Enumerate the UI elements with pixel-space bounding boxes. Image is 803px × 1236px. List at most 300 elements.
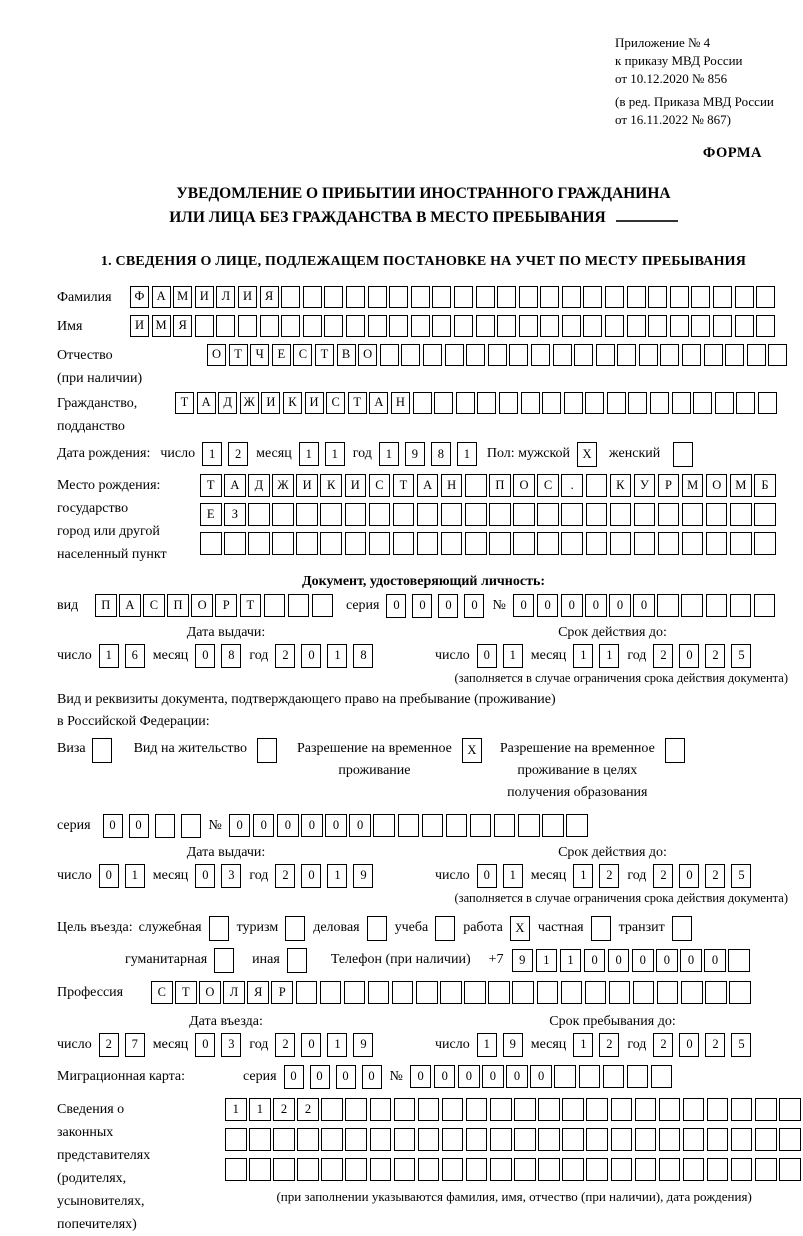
citizenship-field[interactable] bbox=[175, 392, 780, 414]
char-box[interactable] bbox=[542, 814, 564, 837]
char-box[interactable] bbox=[693, 392, 712, 414]
char-box[interactable]: С bbox=[143, 594, 165, 617]
char-box[interactable] bbox=[554, 1065, 576, 1088]
char-box[interactable]: 0 bbox=[301, 814, 323, 837]
char-box[interactable] bbox=[586, 503, 608, 526]
char-box[interactable] bbox=[672, 916, 692, 941]
id-doc-type-field[interactable] bbox=[95, 594, 336, 617]
char-box[interactable]: 0 bbox=[482, 1065, 504, 1088]
char-box[interactable] bbox=[297, 1158, 319, 1181]
id-issue-year[interactable] bbox=[275, 644, 379, 668]
char-box[interactable] bbox=[272, 532, 294, 555]
char-box[interactable] bbox=[257, 738, 277, 763]
char-box[interactable]: А bbox=[152, 286, 171, 308]
char-box[interactable]: Т bbox=[348, 392, 367, 414]
char-box[interactable]: . bbox=[561, 474, 583, 497]
char-box[interactable] bbox=[540, 286, 559, 308]
char-box[interactable]: 0 bbox=[632, 949, 654, 972]
char-box[interactable] bbox=[531, 344, 550, 366]
char-box[interactable] bbox=[370, 1128, 392, 1151]
purpose-work-checkbox[interactable] bbox=[510, 916, 530, 941]
char-box[interactable]: С bbox=[151, 981, 173, 1004]
profession-field[interactable] bbox=[151, 981, 753, 1004]
char-box[interactable] bbox=[514, 1098, 536, 1121]
char-box[interactable]: И bbox=[296, 474, 318, 497]
char-box[interactable] bbox=[296, 503, 318, 526]
char-box[interactable]: Р bbox=[215, 594, 237, 617]
char-box[interactable] bbox=[704, 344, 723, 366]
char-box[interactable]: А bbox=[119, 594, 141, 617]
char-box[interactable] bbox=[596, 344, 615, 366]
char-box[interactable] bbox=[273, 1158, 295, 1181]
char-box[interactable]: 3 bbox=[221, 864, 241, 888]
char-box[interactable] bbox=[648, 315, 667, 337]
char-box[interactable] bbox=[705, 981, 727, 1004]
char-box[interactable] bbox=[260, 315, 279, 337]
char-box[interactable]: М bbox=[152, 315, 171, 337]
char-box[interactable] bbox=[181, 814, 201, 838]
char-box[interactable] bbox=[324, 315, 343, 337]
char-box[interactable]: 9 bbox=[512, 949, 534, 972]
char-box[interactable]: 0 bbox=[349, 814, 371, 837]
char-box[interactable] bbox=[456, 392, 475, 414]
char-box[interactable]: 5 bbox=[731, 864, 751, 888]
char-box[interactable]: 0 bbox=[477, 864, 497, 888]
char-box[interactable] bbox=[465, 532, 487, 555]
char-box[interactable] bbox=[617, 344, 636, 366]
char-box[interactable]: 0 bbox=[301, 864, 321, 888]
char-box[interactable]: К bbox=[610, 474, 632, 497]
char-box[interactable] bbox=[442, 1098, 464, 1121]
char-box[interactable] bbox=[440, 981, 462, 1004]
char-box[interactable] bbox=[264, 594, 286, 617]
char-box[interactable] bbox=[490, 1128, 512, 1151]
char-box[interactable] bbox=[730, 503, 752, 526]
purpose-official-checkbox[interactable] bbox=[209, 916, 229, 941]
char-box[interactable] bbox=[345, 1128, 367, 1151]
name-field[interactable] bbox=[130, 315, 778, 337]
char-box[interactable] bbox=[225, 1128, 247, 1151]
char-box[interactable] bbox=[489, 532, 511, 555]
stay-doc-number-field[interactable] bbox=[229, 814, 590, 837]
birth-place-row3[interactable] bbox=[200, 532, 778, 555]
char-box[interactable] bbox=[754, 503, 776, 526]
char-box[interactable] bbox=[715, 392, 734, 414]
char-box[interactable] bbox=[454, 286, 473, 308]
char-box[interactable] bbox=[691, 286, 710, 308]
char-box[interactable] bbox=[731, 1128, 753, 1151]
char-box[interactable] bbox=[214, 948, 234, 973]
char-box[interactable]: 0 bbox=[301, 644, 321, 668]
char-box[interactable] bbox=[394, 1128, 416, 1151]
char-box[interactable]: М bbox=[173, 286, 192, 308]
char-box[interactable]: К bbox=[283, 392, 302, 414]
char-box[interactable] bbox=[464, 981, 486, 1004]
id-issue-month[interactable] bbox=[195, 644, 247, 668]
purpose-study-checkbox[interactable] bbox=[435, 916, 455, 941]
char-box[interactable]: 1 bbox=[599, 644, 619, 668]
char-box[interactable]: 0 bbox=[434, 1065, 456, 1088]
char-box[interactable]: Я bbox=[173, 315, 192, 337]
char-box[interactable] bbox=[628, 392, 647, 414]
char-box[interactable]: 0 bbox=[584, 949, 606, 972]
char-box[interactable]: 2 bbox=[275, 864, 295, 888]
char-box[interactable]: 9 bbox=[353, 1033, 373, 1057]
char-box[interactable]: 2 bbox=[297, 1098, 319, 1121]
char-box[interactable] bbox=[273, 1128, 295, 1151]
char-box[interactable]: 1 bbox=[225, 1098, 247, 1121]
char-box[interactable]: 0 bbox=[561, 594, 583, 617]
sex-male-checkbox[interactable] bbox=[577, 442, 597, 467]
char-box[interactable] bbox=[658, 532, 680, 555]
char-box[interactable] bbox=[320, 503, 342, 526]
char-box[interactable] bbox=[603, 1065, 625, 1088]
char-box[interactable]: Л bbox=[223, 981, 245, 1004]
char-box[interactable]: 0 bbox=[656, 949, 678, 972]
char-box[interactable]: О bbox=[207, 344, 226, 366]
char-box[interactable] bbox=[380, 344, 399, 366]
char-box[interactable] bbox=[466, 344, 485, 366]
char-box[interactable] bbox=[488, 981, 510, 1004]
char-box[interactable] bbox=[562, 1128, 584, 1151]
stay-valid-year[interactable] bbox=[653, 864, 757, 888]
char-box[interactable]: И bbox=[130, 315, 149, 337]
char-box[interactable] bbox=[368, 981, 390, 1004]
char-box[interactable]: Е bbox=[200, 503, 222, 526]
char-box[interactable]: У bbox=[634, 474, 656, 497]
char-box[interactable]: 5 bbox=[731, 1033, 751, 1057]
char-box[interactable] bbox=[611, 1128, 633, 1151]
char-box[interactable] bbox=[648, 286, 667, 308]
char-box[interactable]: 0 bbox=[608, 949, 630, 972]
char-box[interactable] bbox=[670, 315, 689, 337]
char-box[interactable] bbox=[216, 315, 235, 337]
char-box[interactable]: 0 bbox=[679, 864, 699, 888]
char-box[interactable] bbox=[635, 1098, 657, 1121]
stay-until-month[interactable] bbox=[573, 1033, 625, 1057]
char-box[interactable]: 1 bbox=[202, 442, 222, 466]
char-box[interactable] bbox=[682, 532, 704, 555]
char-box[interactable] bbox=[672, 392, 691, 414]
char-box[interactable]: 0 bbox=[99, 864, 119, 888]
char-box[interactable]: 2 bbox=[275, 644, 295, 668]
char-box[interactable] bbox=[779, 1158, 801, 1181]
char-box[interactable] bbox=[432, 315, 451, 337]
char-box[interactable]: 2 bbox=[599, 1033, 619, 1057]
char-box[interactable]: П bbox=[95, 594, 117, 617]
char-box[interactable] bbox=[345, 1158, 367, 1181]
char-box[interactable]: О bbox=[191, 594, 213, 617]
char-box[interactable] bbox=[209, 916, 229, 941]
char-box[interactable] bbox=[434, 392, 453, 414]
char-box[interactable]: 0 bbox=[537, 594, 559, 617]
char-box[interactable]: П bbox=[489, 474, 511, 497]
char-box[interactable] bbox=[519, 315, 538, 337]
char-box[interactable] bbox=[658, 503, 680, 526]
char-box[interactable] bbox=[345, 503, 367, 526]
char-box[interactable] bbox=[346, 315, 365, 337]
char-box[interactable] bbox=[736, 392, 755, 414]
char-box[interactable]: Ж bbox=[272, 474, 294, 497]
char-box[interactable] bbox=[454, 315, 473, 337]
char-box[interactable] bbox=[611, 1158, 633, 1181]
char-box[interactable] bbox=[513, 503, 535, 526]
char-box[interactable] bbox=[418, 1158, 440, 1181]
char-box[interactable] bbox=[393, 503, 415, 526]
char-box[interactable]: 1 bbox=[249, 1098, 271, 1121]
char-box[interactable]: 0 bbox=[410, 1065, 432, 1088]
purpose-tourism-checkbox[interactable] bbox=[285, 916, 305, 941]
char-box[interactable] bbox=[394, 1098, 416, 1121]
char-box[interactable] bbox=[707, 1158, 729, 1181]
char-box[interactable] bbox=[561, 503, 583, 526]
char-box[interactable]: 0 bbox=[386, 594, 406, 618]
char-box[interactable]: 0 bbox=[195, 1033, 215, 1057]
char-box[interactable] bbox=[465, 474, 487, 497]
char-box[interactable]: К bbox=[320, 474, 342, 497]
char-box[interactable] bbox=[392, 981, 414, 1004]
char-box[interactable]: И bbox=[195, 286, 214, 308]
temp-residence-education-checkbox[interactable] bbox=[665, 738, 685, 763]
char-box[interactable] bbox=[499, 392, 518, 414]
char-box[interactable]: Ф bbox=[130, 286, 149, 308]
char-box[interactable]: 2 bbox=[705, 864, 725, 888]
id-valid-year[interactable] bbox=[653, 644, 757, 668]
birth-place-row1[interactable] bbox=[200, 474, 778, 497]
char-box[interactable]: 2 bbox=[273, 1098, 295, 1121]
char-box[interactable] bbox=[321, 1128, 343, 1151]
char-box[interactable] bbox=[422, 814, 444, 837]
char-box[interactable]: 0 bbox=[253, 814, 275, 837]
char-box[interactable] bbox=[730, 594, 752, 617]
char-box[interactable]: 1 bbox=[477, 1033, 497, 1057]
char-box[interactable]: Т bbox=[175, 981, 197, 1004]
char-box[interactable] bbox=[401, 344, 420, 366]
char-box[interactable] bbox=[639, 344, 658, 366]
char-box[interactable]: 1 bbox=[325, 442, 345, 466]
char-box[interactable] bbox=[285, 916, 305, 941]
char-box[interactable]: X bbox=[577, 442, 597, 467]
char-box[interactable] bbox=[586, 1098, 608, 1121]
char-box[interactable] bbox=[562, 1098, 584, 1121]
char-box[interactable] bbox=[731, 1098, 753, 1121]
migration-card-seria-field[interactable] bbox=[284, 1065, 388, 1089]
representatives-row3[interactable] bbox=[225, 1158, 803, 1181]
char-box[interactable] bbox=[477, 392, 496, 414]
char-box[interactable] bbox=[490, 1098, 512, 1121]
char-box[interactable]: 1 bbox=[560, 949, 582, 972]
char-box[interactable]: 1 bbox=[327, 644, 347, 668]
char-box[interactable]: 1 bbox=[573, 644, 593, 668]
char-box[interactable]: 0 bbox=[284, 1065, 304, 1089]
char-box[interactable] bbox=[432, 286, 451, 308]
char-box[interactable] bbox=[707, 1128, 729, 1151]
char-box[interactable] bbox=[610, 503, 632, 526]
char-box[interactable]: X bbox=[462, 738, 482, 763]
char-box[interactable] bbox=[297, 1128, 319, 1151]
char-box[interactable] bbox=[225, 1158, 247, 1181]
char-box[interactable] bbox=[610, 532, 632, 555]
birth-year-field[interactable] bbox=[379, 442, 483, 466]
char-box[interactable] bbox=[583, 286, 602, 308]
char-box[interactable] bbox=[296, 981, 318, 1004]
purpose-business-checkbox[interactable] bbox=[367, 916, 387, 941]
char-box[interactable] bbox=[494, 814, 516, 837]
char-box[interactable]: 2 bbox=[228, 442, 248, 466]
char-box[interactable]: Н bbox=[441, 474, 463, 497]
char-box[interactable] bbox=[681, 981, 703, 1004]
char-box[interactable] bbox=[706, 503, 728, 526]
char-box[interactable]: X bbox=[510, 916, 530, 941]
char-box[interactable] bbox=[627, 286, 646, 308]
char-box[interactable] bbox=[442, 1158, 464, 1181]
char-box[interactable] bbox=[538, 1098, 560, 1121]
char-box[interactable]: А bbox=[224, 474, 246, 497]
char-box[interactable] bbox=[195, 315, 214, 337]
representatives-row2[interactable] bbox=[225, 1128, 803, 1151]
char-box[interactable] bbox=[368, 315, 387, 337]
char-box[interactable] bbox=[368, 286, 387, 308]
char-box[interactable]: 9 bbox=[503, 1033, 523, 1057]
entry-day[interactable] bbox=[99, 1033, 151, 1057]
char-box[interactable]: 1 bbox=[503, 644, 523, 668]
char-box[interactable] bbox=[441, 503, 463, 526]
purpose-other-checkbox[interactable] bbox=[287, 948, 307, 973]
char-box[interactable] bbox=[683, 1158, 705, 1181]
char-box[interactable]: 1 bbox=[573, 1033, 593, 1057]
char-box[interactable]: М bbox=[682, 474, 704, 497]
char-box[interactable] bbox=[609, 981, 631, 1004]
char-box[interactable] bbox=[514, 1158, 536, 1181]
char-box[interactable]: 9 bbox=[353, 864, 373, 888]
char-box[interactable] bbox=[369, 503, 391, 526]
char-box[interactable] bbox=[411, 315, 430, 337]
char-box[interactable] bbox=[730, 532, 752, 555]
char-box[interactable]: Р bbox=[658, 474, 680, 497]
char-box[interactable] bbox=[586, 474, 608, 497]
char-box[interactable]: 1 bbox=[299, 442, 319, 466]
char-box[interactable] bbox=[442, 1128, 464, 1151]
char-box[interactable] bbox=[345, 532, 367, 555]
char-box[interactable] bbox=[682, 503, 704, 526]
stay-until-year[interactable] bbox=[653, 1033, 757, 1057]
char-box[interactable] bbox=[537, 503, 559, 526]
char-box[interactable] bbox=[321, 1158, 343, 1181]
char-box[interactable] bbox=[586, 1128, 608, 1151]
char-box[interactable] bbox=[683, 1098, 705, 1121]
char-box[interactable] bbox=[754, 594, 776, 617]
char-box[interactable] bbox=[562, 315, 581, 337]
char-box[interactable] bbox=[417, 532, 439, 555]
char-box[interactable]: А bbox=[369, 392, 388, 414]
char-box[interactable]: 7 bbox=[125, 1033, 145, 1057]
char-box[interactable] bbox=[287, 948, 307, 973]
char-box[interactable] bbox=[574, 344, 593, 366]
char-box[interactable] bbox=[538, 1158, 560, 1181]
patronymic-field[interactable] bbox=[207, 344, 790, 366]
char-box[interactable]: 8 bbox=[221, 644, 241, 668]
char-box[interactable]: В bbox=[337, 344, 356, 366]
char-box[interactable] bbox=[497, 286, 516, 308]
char-box[interactable] bbox=[417, 503, 439, 526]
char-box[interactable]: 5 bbox=[731, 644, 751, 668]
char-box[interactable] bbox=[509, 344, 528, 366]
char-box[interactable]: 0 bbox=[195, 644, 215, 668]
char-box[interactable] bbox=[756, 315, 775, 337]
char-box[interactable] bbox=[476, 286, 495, 308]
stay-doc-seria-field[interactable] bbox=[103, 814, 207, 838]
char-box[interactable] bbox=[389, 286, 408, 308]
char-box[interactable]: Т bbox=[175, 392, 194, 414]
char-box[interactable] bbox=[441, 532, 463, 555]
char-box[interactable] bbox=[418, 1128, 440, 1151]
entry-year[interactable] bbox=[275, 1033, 379, 1057]
char-box[interactable] bbox=[682, 344, 701, 366]
char-box[interactable] bbox=[369, 532, 391, 555]
char-box[interactable] bbox=[249, 1158, 271, 1181]
char-box[interactable] bbox=[579, 1065, 601, 1088]
char-box[interactable]: 2 bbox=[599, 864, 619, 888]
char-box[interactable] bbox=[756, 286, 775, 308]
char-box[interactable] bbox=[303, 315, 322, 337]
char-box[interactable]: 0 bbox=[530, 1065, 552, 1088]
char-box[interactable]: 0 bbox=[301, 1033, 321, 1057]
char-box[interactable] bbox=[466, 1128, 488, 1151]
char-box[interactable]: 2 bbox=[653, 1033, 673, 1057]
char-box[interactable]: Д bbox=[218, 392, 237, 414]
stay-valid-day[interactable] bbox=[477, 864, 529, 888]
char-box[interactable]: М bbox=[730, 474, 752, 497]
char-box[interactable]: Л bbox=[216, 286, 235, 308]
char-box[interactable] bbox=[537, 981, 559, 1004]
char-box[interactable]: 0 bbox=[585, 594, 607, 617]
surname-field[interactable] bbox=[130, 286, 778, 308]
id-doc-number-field[interactable] bbox=[513, 594, 778, 617]
char-box[interactable] bbox=[635, 1128, 657, 1151]
id-valid-month[interactable] bbox=[573, 644, 625, 668]
char-box[interactable]: 6 bbox=[125, 644, 145, 668]
stay-valid-month[interactable] bbox=[573, 864, 625, 888]
char-box[interactable] bbox=[585, 392, 604, 414]
char-box[interactable] bbox=[345, 1098, 367, 1121]
id-valid-day[interactable] bbox=[477, 644, 529, 668]
char-box[interactable] bbox=[731, 1158, 753, 1181]
purpose-transit-checkbox[interactable] bbox=[672, 916, 692, 941]
char-box[interactable] bbox=[747, 344, 766, 366]
char-box[interactable] bbox=[155, 814, 175, 838]
char-box[interactable] bbox=[489, 503, 511, 526]
char-box[interactable]: Т bbox=[200, 474, 222, 497]
char-box[interactable] bbox=[583, 315, 602, 337]
char-box[interactable] bbox=[650, 392, 669, 414]
entry-month[interactable] bbox=[195, 1033, 247, 1057]
char-box[interactable]: 1 bbox=[99, 644, 119, 668]
birth-day-field[interactable] bbox=[202, 442, 254, 466]
char-box[interactable]: Т bbox=[393, 474, 415, 497]
char-box[interactable] bbox=[670, 286, 689, 308]
char-box[interactable] bbox=[542, 392, 561, 414]
char-box[interactable]: 0 bbox=[412, 594, 432, 618]
char-box[interactable] bbox=[755, 1158, 777, 1181]
char-box[interactable] bbox=[324, 286, 343, 308]
char-box[interactable] bbox=[466, 1098, 488, 1121]
char-box[interactable]: Р bbox=[271, 981, 293, 1004]
char-box[interactable]: 0 bbox=[362, 1065, 382, 1089]
char-box[interactable] bbox=[758, 392, 777, 414]
representatives-row1[interactable] bbox=[225, 1098, 803, 1121]
char-box[interactable] bbox=[564, 392, 583, 414]
char-box[interactable]: 1 bbox=[457, 442, 477, 466]
